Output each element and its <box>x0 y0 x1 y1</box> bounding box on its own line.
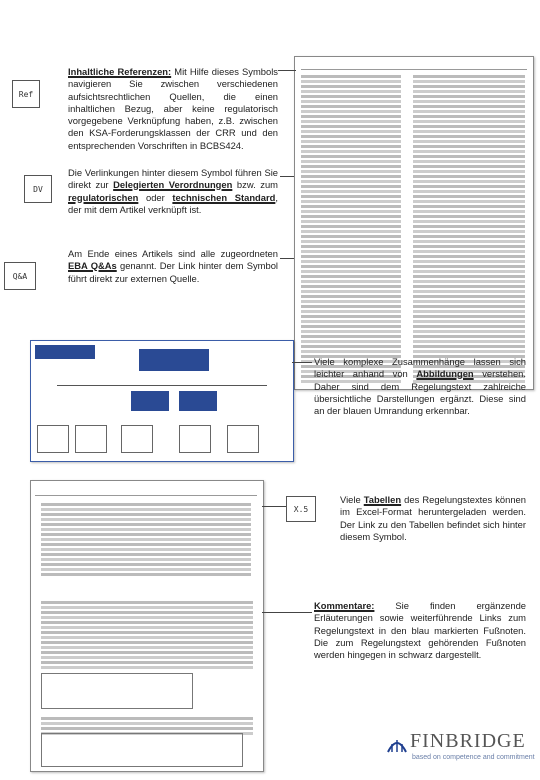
finbridge-logo-mark-icon <box>386 732 408 754</box>
connector-line-figures <box>292 362 312 363</box>
thumbnail-header <box>301 61 527 70</box>
qa-icon: Q&A <box>4 262 36 290</box>
connector-line-tables <box>262 506 286 507</box>
figure-box-leaf-4 <box>179 425 211 453</box>
figure-box-mid-1 <box>131 391 169 411</box>
qa-description: Am Ende eines Artikels sind alle zugeordneten EBA Q&As genannt. Der Link hinter dem Symbol führt direkt zur externen Quelle. <box>68 248 278 284</box>
table-thumbnail-large <box>41 733 243 767</box>
figure-box-leaf-2 <box>75 425 107 453</box>
reference-icon: Ref <box>12 80 40 108</box>
thumbnail-col-right <box>413 73 525 385</box>
table-page-body-mid <box>41 599 253 671</box>
logo-tagline: based on competence and commitment <box>412 754 535 761</box>
tables-description: Viele Tabellen des Regelungstextes können im Excel-Format heruntergeladen werden. Der Link zu den Tabellen befindet sich hinter diesem Symbol. <box>340 494 526 542</box>
delegated-term-3: technischen Standard <box>172 191 276 203</box>
tables-term: Tabellen <box>363 494 402 505</box>
table-thumbnail-small <box>41 673 193 709</box>
comments-description: Kommentare: Sie finden ergänzende Erläuterungen sowie weiterführende Links zum Regelungstext in den blau markierten Fußnoten. Die zum Regelungstext gehörenden Fußnoten werden hingegen in schwarz dargestellt. <box>314 600 526 661</box>
excel-table-icon[interactable]: X.5 <box>286 496 316 522</box>
delegated-term-2: regulatorischen <box>68 191 139 203</box>
figures-description: Viele komplexe Zusammenhänge lassen sich leichter anhand von Abbildungen verstehen. Daher sind dem Regelungstext zahlreiche übersichtliche Darstellungen ergänzt. Diese sind an der blauen Umrandung erkennbar. <box>314 356 526 417</box>
table-page-body-top <box>41 501 251 578</box>
connector-line-references <box>278 70 296 71</box>
figures-term: Abbildungen <box>416 368 474 380</box>
qa-term: EBA Q&As <box>68 260 117 272</box>
comments-term: Kommentare: <box>314 600 375 611</box>
figure-box-leaf-3 <box>121 425 153 453</box>
connector-line-qa <box>280 258 294 259</box>
connector-line-delegated <box>280 176 294 177</box>
figure-box-leaf-1 <box>37 425 69 453</box>
logo-name: FINBRIDGE <box>410 730 526 752</box>
figure-box-mid-2 <box>179 391 217 411</box>
document-page-thumbnail <box>294 56 534 390</box>
references-term: Inhaltliche Referenzen: <box>68 66 172 77</box>
references-description <box>68 66 278 152</box>
thumbnail-col-left <box>301 73 401 385</box>
table-page-thumbnail <box>30 480 264 772</box>
delegated-description: Die Verlinkungen hinter diesem Symbol führen Sie direkt zur Delegierten Verordnungen bzw. zum regulatorischen oder technischen Standard, der mit dem Artikel verknüpft ist. <box>68 167 278 215</box>
figure-box-leaf-5 <box>227 425 259 453</box>
figure-example-thumbnail <box>30 340 294 462</box>
table-page-header <box>35 485 257 496</box>
figure-box-top-left <box>35 345 95 359</box>
references-text: Mit Hilfe dieses Symbols navigieren Sie zwischen verschiedenen aufsichtsrechtlichen Quellen, die einen inhaltlichen Bezug, aber keine regulatorisch vorgegebene Verknüpfung haben, z.B. zwischen den KSA-Forderungsklassen der CRR und den entsprechenden Vorschriften in BCBS424. <box>68 66 278 151</box>
delegated-regulation-icon: DV <box>24 175 52 203</box>
figure-box-root <box>139 349 209 371</box>
delegated-term-1: Delegierten Verordnungen <box>113 179 233 191</box>
connector-line-comments <box>262 612 312 613</box>
